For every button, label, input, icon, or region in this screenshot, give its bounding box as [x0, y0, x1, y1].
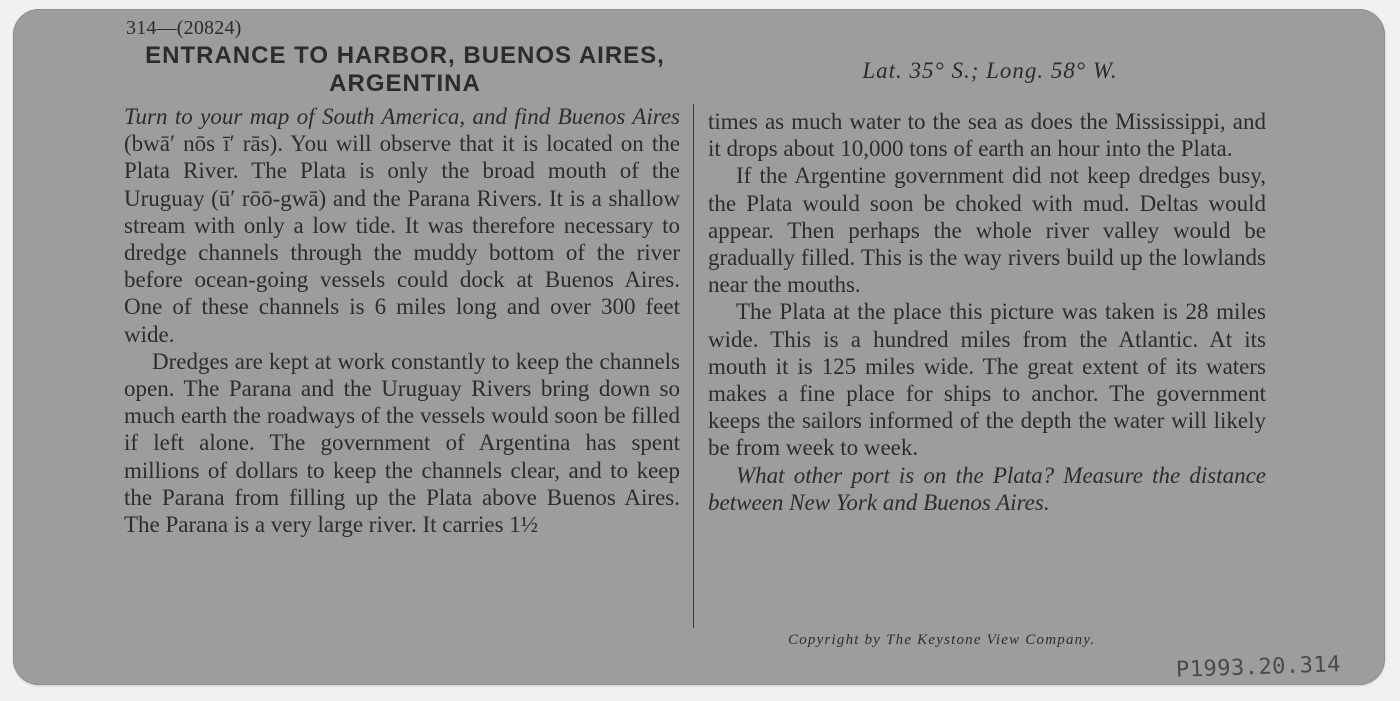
copyright-notice: Copyright by The Keystone View Company. [788, 632, 1096, 648]
catalog-number: 314—(20824) [126, 17, 242, 39]
paragraph: If the Argentine government did not keep dredges busy, the Plata would soon be choked with mud. Deltas would appear. Then perhaps the whole river valley would be gradually filled. This is the way rivers build up the lowlands near the mouths. [708, 163, 1266, 298]
paragraph [124, 103, 680, 348]
question-text: What other port is on the Plata? Measure the distance between New York and Buenos Aires. [708, 462, 1266, 515]
paragraph: The Plata at the place this picture was taken is 28 miles wide. This is a hundred miles from the Atlantic. At its mouth it is 125 miles wide. The great extent of its waters makes a fine place for ships to anchor. The government keeps the sailors informed of the depth the water will likely be from week to week. [708, 299, 1266, 461]
question-paragraph [708, 462, 1266, 516]
accession-number: P1993.20.314 [1175, 652, 1342, 683]
card-title: ENTRANCE TO HARBOR, BUENOS AIRES, ARGENTINA [145, 42, 665, 97]
left-column [124, 103, 680, 538]
map-instruction: Turn to your map of South America, and find Buenos Aires [124, 104, 680, 129]
paragraph-text: (bwā′ nōs ī′ rās). You will observe that it is located on the Plata River. The Plata is only the broad mouth of the Uruguay (ū′ rōō-gwā) and the Parana Rivers. It is a shallow stream with only a low tide. It was therefore necessary to dredge channels through the muddy bottom of the river before ocean-going vessels could dock at Buenos Aires. One of these channels is 6 miles long and over 300 feet wide. [124, 131, 680, 347]
column-divider [693, 104, 694, 628]
coordinates: Lat. 35° S.; Long. 58° W. [862, 58, 1118, 83]
paragraph: times as much water to the sea as does the Mississippi, and it drops about 10,000 tons of earth an hour into the Plata. [708, 109, 1266, 162]
paragraph: Dredges are kept at work constantly to keep the channels open. The Parana and the Uruguay Rivers bring down so much earth the roadways of the vessels would soon be filled if left alone. The government of Argentina has spent millions of dollars to keep the channels clear, and to keep the Parana from filling up the Plata above Buenos Aires. The Parana is a very large river. It carries 1½ [124, 348, 680, 538]
right-column [708, 108, 1266, 516]
